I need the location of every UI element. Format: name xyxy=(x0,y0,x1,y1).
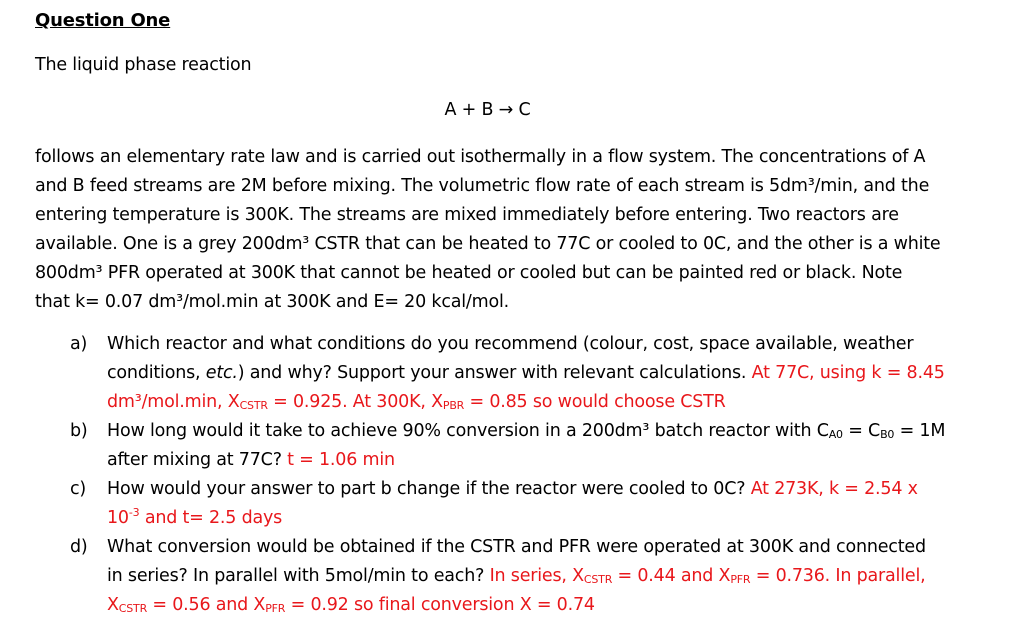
paragraph-line: that k= 0.07 dm³/mol.min at 300K and E= 20 kcal/mol. xyxy=(35,292,510,312)
subscript: PFR xyxy=(730,573,751,586)
subscript: PBR xyxy=(442,399,465,412)
answer-text: = 0.92 so final conversion X = 0.74 xyxy=(285,595,595,615)
answer-text: t = 1.06 min xyxy=(287,450,395,470)
subscript: B0 xyxy=(880,428,895,441)
question-c xyxy=(70,475,990,533)
answer-text: 10 xyxy=(107,508,129,528)
paragraph-line: available. One is a grey 200dm³ CSTR that can be heated to 77C or cooled to 0C, and the other is a white xyxy=(35,234,941,254)
answer-text: At 77C, using k = 8.45 xyxy=(751,363,945,383)
question-text: in series? In parallel with 5mol/min to each? xyxy=(107,566,490,586)
answer-text: and t= 2.5 days xyxy=(139,508,283,528)
subscript: CSTR xyxy=(583,573,613,586)
answer-text: = 0.85 so would choose CSTR xyxy=(464,392,726,412)
question-label: d) xyxy=(70,537,88,557)
question-label: a) xyxy=(70,334,88,354)
answer-text: = 0.56 and X xyxy=(147,595,266,615)
answer-line xyxy=(107,388,990,417)
question-d xyxy=(70,533,990,620)
problem-paragraph xyxy=(35,143,995,317)
paragraph-line: entering temperature is 300K. The streams are mixed immediately before entering. Two reactors are xyxy=(35,205,899,225)
question-label: c) xyxy=(70,479,87,499)
reaction-equation-text: A + B → C xyxy=(444,100,531,120)
question-text: = 1M xyxy=(894,421,946,441)
intro-text: The liquid phase reaction xyxy=(35,55,252,75)
question-heading: Question One xyxy=(35,10,171,31)
question-line xyxy=(107,475,990,504)
question-list xyxy=(70,330,990,620)
subscript: A0 xyxy=(828,428,843,441)
answer-line xyxy=(107,591,990,620)
question-line: Which reactor and what conditions do you recommend (colour, cost, space available, weather xyxy=(107,334,914,354)
question-text: = C xyxy=(842,421,881,441)
question-line: What conversion would be obtained if the CSTR and PFR were operated at 300K and connected xyxy=(107,537,926,557)
question-line xyxy=(107,359,990,388)
answer-text: = 0.44 and X xyxy=(612,566,731,586)
paragraph-line: 800dm³ PFR operated at 300K that cannot be heated or cooled but can be painted red or black. Note xyxy=(35,263,903,283)
subscript: CSTR xyxy=(239,399,268,412)
answer-text: = 0.736. In parallel, xyxy=(750,566,926,586)
answer-line xyxy=(107,504,990,533)
answer-text: In series, X xyxy=(489,566,584,586)
question-label: b) xyxy=(70,421,88,441)
question-line xyxy=(107,446,990,475)
question-b xyxy=(70,417,990,475)
answer-text: = 0.925. At 300K, X xyxy=(267,392,443,412)
question-text: How would your answer to part b change if the reactor were cooled to 0C? xyxy=(107,479,751,499)
question-text: How long would it take to achieve 90% conversion in a 200dm³ batch reactor with C xyxy=(107,421,829,441)
subscript: PFR xyxy=(265,602,286,615)
answer-text: At 273K, k = 2.54 x xyxy=(750,479,918,499)
reaction-equation xyxy=(0,100,1000,120)
question-a xyxy=(70,330,990,417)
answer-text: dm³/mol.min, X xyxy=(107,392,240,412)
answer-text: X xyxy=(107,595,119,615)
superscript: -3 xyxy=(128,506,140,519)
question-line xyxy=(107,562,990,591)
question-line xyxy=(107,417,990,446)
question-text: after mixing at 77C? xyxy=(107,450,288,470)
paragraph-line: and B feed streams are 2M before mixing. The volumetric flow rate of each stream is 5dm³/min, and the xyxy=(35,176,930,196)
question-text: conditions, etc.) and why? Support your answer with relevant calculations. xyxy=(107,363,752,383)
paragraph-line: follows an elementary rate law and is carried out isothermally in a flow system. The concentrations of A xyxy=(35,147,926,167)
subscript: CSTR xyxy=(118,602,148,615)
